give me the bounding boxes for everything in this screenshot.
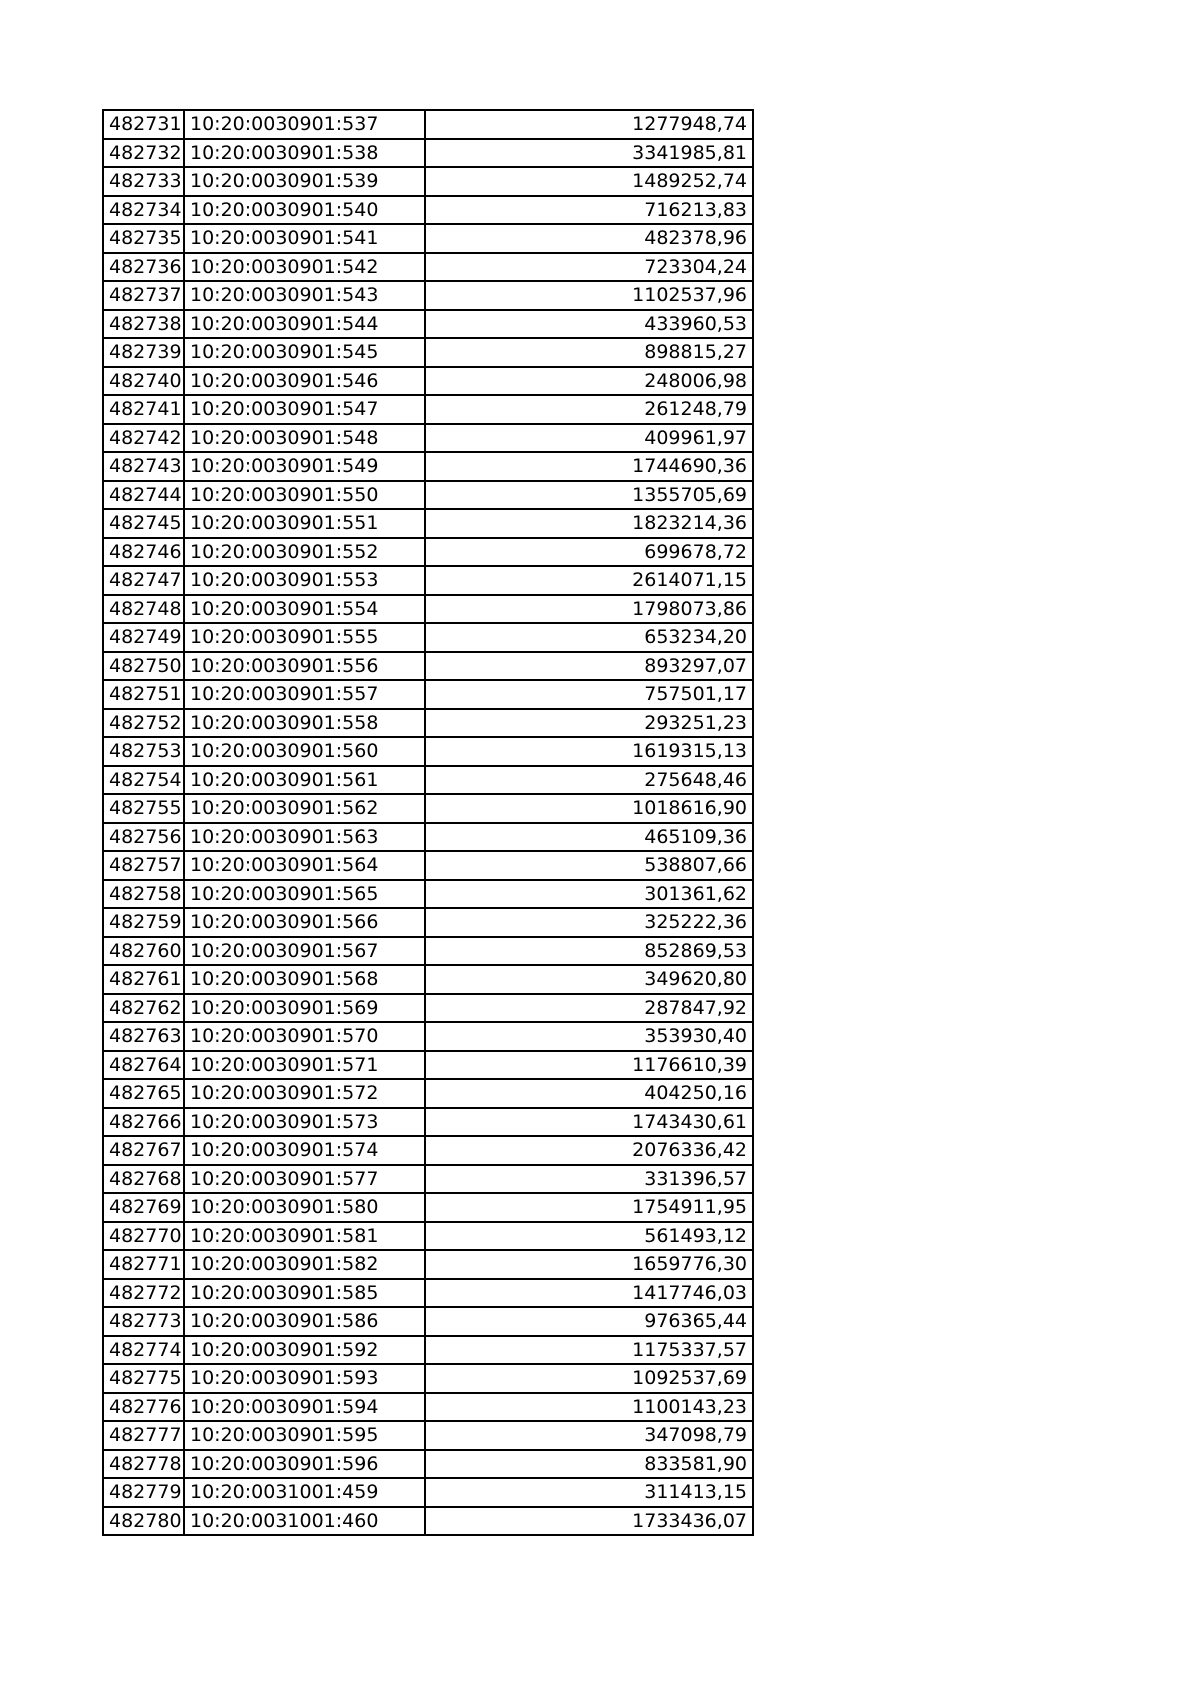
- table-row: [103, 1393, 753, 1422]
- row-number-cell: 482773: [103, 1307, 184, 1336]
- table-row: [103, 196, 753, 225]
- cadastral-value-cell: 757501,17: [425, 680, 753, 709]
- table-row: [103, 1307, 753, 1336]
- row-number-cell: 482779: [103, 1478, 184, 1507]
- table-row: [103, 395, 753, 424]
- table-row: [103, 310, 753, 339]
- cadastral-number-cell: 10:20:0030901:555: [184, 623, 425, 652]
- row-number-cell: 482761: [103, 965, 184, 994]
- cadastral-value-cell: 976365,44: [425, 1307, 753, 1336]
- cadastral-value-cell: 1823214,36: [425, 509, 753, 538]
- table-row: [103, 1165, 753, 1194]
- cadastral-number-cell: 10:20:0030901:593: [184, 1364, 425, 1393]
- table-row: [103, 1022, 753, 1051]
- cadastral-number-cell: 10:20:0030901:561: [184, 766, 425, 795]
- cadastral-number-cell: 10:20:0030901:538: [184, 139, 425, 168]
- table-row: [103, 1450, 753, 1479]
- row-number-cell: 482747: [103, 566, 184, 595]
- cadastral-number-cell: 10:20:0030901:560: [184, 737, 425, 766]
- row-number-cell: 482737: [103, 281, 184, 310]
- cadastral-value-cell: 409961,97: [425, 424, 753, 453]
- cadastral-number-cell: 10:20:0030901:596: [184, 1450, 425, 1479]
- cadastral-number-cell: 10:20:0030901:545: [184, 338, 425, 367]
- table-row: [103, 794, 753, 823]
- cadastral-number-cell: 10:20:0030901:554: [184, 595, 425, 624]
- cadastral-value-cell: 538807,66: [425, 851, 753, 880]
- table-row: [103, 1108, 753, 1137]
- table-row: [103, 851, 753, 880]
- cadastral-value-cell: 482378,96: [425, 224, 753, 253]
- table-row: [103, 139, 753, 168]
- row-number-cell: 482778: [103, 1450, 184, 1479]
- row-number-cell: 482748: [103, 595, 184, 624]
- row-number-cell: 482765: [103, 1079, 184, 1108]
- cadastral-number-cell: 10:20:0030901:544: [184, 310, 425, 339]
- cadastral-value-cell: 1100143,23: [425, 1393, 753, 1422]
- cadastral-value-cell: 293251,23: [425, 709, 753, 738]
- row-number-cell: 482758: [103, 880, 184, 909]
- row-number-cell: 482777: [103, 1421, 184, 1450]
- row-number-cell: 482757: [103, 851, 184, 880]
- cadastral-value-cell: 1092537,69: [425, 1364, 753, 1393]
- cadastral-value-cell: 1754911,95: [425, 1193, 753, 1222]
- row-number-cell: 482746: [103, 538, 184, 567]
- cadastral-number-cell: 10:20:0030901:572: [184, 1079, 425, 1108]
- cadastral-value-cell: 1619315,13: [425, 737, 753, 766]
- table-row: [103, 509, 753, 538]
- cadastral-number-cell: 10:20:0030901:592: [184, 1336, 425, 1365]
- cadastral-number-cell: 10:20:0030901:577: [184, 1165, 425, 1194]
- cadastral-number-cell: 10:20:0030901:570: [184, 1022, 425, 1051]
- table-row: [103, 652, 753, 681]
- cadastral-number-cell: 10:20:0030901:571: [184, 1051, 425, 1080]
- table-row: [103, 1222, 753, 1251]
- cadastral-number-cell: 10:20:0030901:543: [184, 281, 425, 310]
- table-row: [103, 424, 753, 453]
- table-row: [103, 110, 753, 139]
- cadastral-value-cell: 833581,90: [425, 1450, 753, 1479]
- cadastral-number-cell: 10:20:0030901:547: [184, 395, 425, 424]
- cadastral-value-cell: 311413,15: [425, 1478, 753, 1507]
- cadastral-value-cell: 1175337,57: [425, 1336, 753, 1365]
- cadastral-value-cell: 261248,79: [425, 395, 753, 424]
- row-number-cell: 482769: [103, 1193, 184, 1222]
- table-row: [103, 1364, 753, 1393]
- table-row: [103, 908, 753, 937]
- cadastral-value-cell: 893297,07: [425, 652, 753, 681]
- table-row: [103, 281, 753, 310]
- row-number-cell: 482752: [103, 709, 184, 738]
- cadastral-value-cell: 301361,62: [425, 880, 753, 909]
- row-number-cell: 482768: [103, 1165, 184, 1194]
- cadastral-number-cell: 10:20:0030901:595: [184, 1421, 425, 1450]
- row-number-cell: 482760: [103, 937, 184, 966]
- cadastral-value-cell: 325222,36: [425, 908, 753, 937]
- cadastral-value-cell: 1018616,90: [425, 794, 753, 823]
- cadastral-number-cell: 10:20:0030901:567: [184, 937, 425, 966]
- cadastral-number-cell: 10:20:0030901:574: [184, 1136, 425, 1165]
- table-row: [103, 1421, 753, 1450]
- row-number-cell: 482733: [103, 167, 184, 196]
- cadastral-number-cell: 10:20:0030901:557: [184, 680, 425, 709]
- cadastral-value-cell: 1417746,03: [425, 1279, 753, 1308]
- cadastral-value-cell: 347098,79: [425, 1421, 753, 1450]
- table-row: [103, 766, 753, 795]
- table-row: [103, 709, 753, 738]
- cadastral-number-cell: 10:20:0030901:549: [184, 452, 425, 481]
- cadastral-number-cell: 10:20:0030901:558: [184, 709, 425, 738]
- table-row: [103, 367, 753, 396]
- row-number-cell: 482743: [103, 452, 184, 481]
- table-body: [103, 110, 753, 1535]
- row-number-cell: 482772: [103, 1279, 184, 1308]
- row-number-cell: 482762: [103, 994, 184, 1023]
- cadastral-number-cell: 10:20:0031001:459: [184, 1478, 425, 1507]
- row-number-cell: 482755: [103, 794, 184, 823]
- row-number-cell: 482741: [103, 395, 184, 424]
- cadastral-value-cell: 1102537,96: [425, 281, 753, 310]
- cadastral-number-cell: 10:20:0030901:573: [184, 1108, 425, 1137]
- cadastral-number-cell: 10:20:0030901:563: [184, 823, 425, 852]
- cadastral-value-cell: 248006,98: [425, 367, 753, 396]
- table-row: [103, 1336, 753, 1365]
- row-number-cell: 482744: [103, 481, 184, 510]
- row-number-cell: 482749: [103, 623, 184, 652]
- table-row: [103, 737, 753, 766]
- table-row: [103, 965, 753, 994]
- cadastral-number-cell: 10:20:0030901:586: [184, 1307, 425, 1336]
- cadastral-number-cell: 10:20:0030901:542: [184, 253, 425, 282]
- cadastral-value-cell: 1659776,30: [425, 1250, 753, 1279]
- table-row: [103, 1136, 753, 1165]
- cadastral-value-cell: 1355705,69: [425, 481, 753, 510]
- table-row: [103, 481, 753, 510]
- row-number-cell: 482766: [103, 1108, 184, 1137]
- row-number-cell: 482764: [103, 1051, 184, 1080]
- cadastral-value-cell: 852869,53: [425, 937, 753, 966]
- cadastral-value-cell: 1733436,07: [425, 1507, 753, 1536]
- table-row: [103, 452, 753, 481]
- cadastral-value-cell: 1489252,74: [425, 167, 753, 196]
- table-row: [103, 1507, 753, 1536]
- table-row: [103, 680, 753, 709]
- table-row: [103, 538, 753, 567]
- cadastral-number-cell: 10:20:0031001:460: [184, 1507, 425, 1536]
- cadastral-value-cell: 699678,72: [425, 538, 753, 567]
- cadastral-value-cell: 404250,16: [425, 1079, 753, 1108]
- cadastral-number-cell: 10:20:0030901:580: [184, 1193, 425, 1222]
- cadastral-value-cell: 349620,80: [425, 965, 753, 994]
- table-row: [103, 1193, 753, 1222]
- cadastral-number-cell: 10:20:0030901:566: [184, 908, 425, 937]
- cadastral-value-cell: 716213,83: [425, 196, 753, 225]
- row-number-cell: 482751: [103, 680, 184, 709]
- row-number-cell: 482754: [103, 766, 184, 795]
- row-number-cell: 482759: [103, 908, 184, 937]
- cadastral-value-cell: 275648,46: [425, 766, 753, 795]
- row-number-cell: 482731: [103, 110, 184, 139]
- row-number-cell: 482732: [103, 139, 184, 168]
- row-number-cell: 482780: [103, 1507, 184, 1536]
- table-row: [103, 167, 753, 196]
- cadastral-value-cell: 723304,24: [425, 253, 753, 282]
- row-number-cell: 482735: [103, 224, 184, 253]
- row-number-cell: 482740: [103, 367, 184, 396]
- cadastral-value-cell: 2614071,15: [425, 566, 753, 595]
- row-number-cell: 482767: [103, 1136, 184, 1165]
- cadastral-value-cell: 3341985,81: [425, 139, 753, 168]
- table-row: [103, 880, 753, 909]
- table-row: [103, 823, 753, 852]
- row-number-cell: 482770: [103, 1222, 184, 1251]
- cadastral-number-cell: 10:20:0030901:564: [184, 851, 425, 880]
- table-row: [103, 994, 753, 1023]
- table-row: [103, 623, 753, 652]
- cadastral-value-cell: 1743430,61: [425, 1108, 753, 1137]
- row-number-cell: 482776: [103, 1393, 184, 1422]
- row-number-cell: 482775: [103, 1364, 184, 1393]
- cadastral-value-cell: 287847,92: [425, 994, 753, 1023]
- cadastral-number-cell: 10:20:0030901:568: [184, 965, 425, 994]
- row-number-cell: 482750: [103, 652, 184, 681]
- table-row: [103, 253, 753, 282]
- table-row: [103, 566, 753, 595]
- row-number-cell: 482763: [103, 1022, 184, 1051]
- table-row: [103, 338, 753, 367]
- table-row: [103, 1250, 753, 1279]
- cadastral-number-cell: 10:20:0030901:550: [184, 481, 425, 510]
- cadastral-value-cell: 561493,12: [425, 1222, 753, 1251]
- table-row: [103, 595, 753, 624]
- cadastral-number-cell: 10:20:0030901:581: [184, 1222, 425, 1251]
- cadastral-value-cell: 1744690,36: [425, 452, 753, 481]
- table-row: [103, 937, 753, 966]
- cadastral-number-cell: 10:20:0030901:541: [184, 224, 425, 253]
- cadastral-number-cell: 10:20:0030901:540: [184, 196, 425, 225]
- cadastral-number-cell: 10:20:0030901:553: [184, 566, 425, 595]
- row-number-cell: 482742: [103, 424, 184, 453]
- row-number-cell: 482734: [103, 196, 184, 225]
- table-row: [103, 1478, 753, 1507]
- cadastral-value-cell: 2076336,42: [425, 1136, 753, 1165]
- row-number-cell: 482774: [103, 1336, 184, 1365]
- cadastral-value-cell: 433960,53: [425, 310, 753, 339]
- cadastral-number-cell: 10:20:0030901:562: [184, 794, 425, 823]
- cadastral-value-cell: 653234,20: [425, 623, 753, 652]
- cadastral-value-cell: 1176610,39: [425, 1051, 753, 1080]
- cadastral-number-cell: 10:20:0030901:551: [184, 509, 425, 538]
- table-row: [103, 1079, 753, 1108]
- cadastral-value-cell: 331396,57: [425, 1165, 753, 1194]
- cadastral-number-cell: 10:20:0030901:539: [184, 167, 425, 196]
- row-number-cell: 482771: [103, 1250, 184, 1279]
- row-number-cell: 482739: [103, 338, 184, 367]
- cadastral-number-cell: 10:20:0030901:548: [184, 424, 425, 453]
- row-number-cell: 482753: [103, 737, 184, 766]
- cadastral-value-cell: 898815,27: [425, 338, 753, 367]
- table-row: [103, 224, 753, 253]
- cadastral-number-cell: 10:20:0030901:569: [184, 994, 425, 1023]
- cadastral-number-cell: 10:20:0030901:565: [184, 880, 425, 909]
- cadastral-value-table: [102, 109, 754, 1536]
- cadastral-number-cell: 10:20:0030901:537: [184, 110, 425, 139]
- cadastral-value-cell: 353930,40: [425, 1022, 753, 1051]
- table-row: [103, 1279, 753, 1308]
- row-number-cell: 482738: [103, 310, 184, 339]
- cadastral-value-cell: 1798073,86: [425, 595, 753, 624]
- cadastral-number-cell: 10:20:0030901:556: [184, 652, 425, 681]
- row-number-cell: 482736: [103, 253, 184, 282]
- cadastral-number-cell: 10:20:0030901:552: [184, 538, 425, 567]
- cadastral-number-cell: 10:20:0030901:546: [184, 367, 425, 396]
- cadastral-value-cell: 1277948,74: [425, 110, 753, 139]
- table-row: [103, 1051, 753, 1080]
- cadastral-number-cell: 10:20:0030901:582: [184, 1250, 425, 1279]
- cadastral-value-cell: 465109,36: [425, 823, 753, 852]
- row-number-cell: 482756: [103, 823, 184, 852]
- cadastral-number-cell: 10:20:0030901:585: [184, 1279, 425, 1308]
- row-number-cell: 482745: [103, 509, 184, 538]
- cadastral-number-cell: 10:20:0030901:594: [184, 1393, 425, 1422]
